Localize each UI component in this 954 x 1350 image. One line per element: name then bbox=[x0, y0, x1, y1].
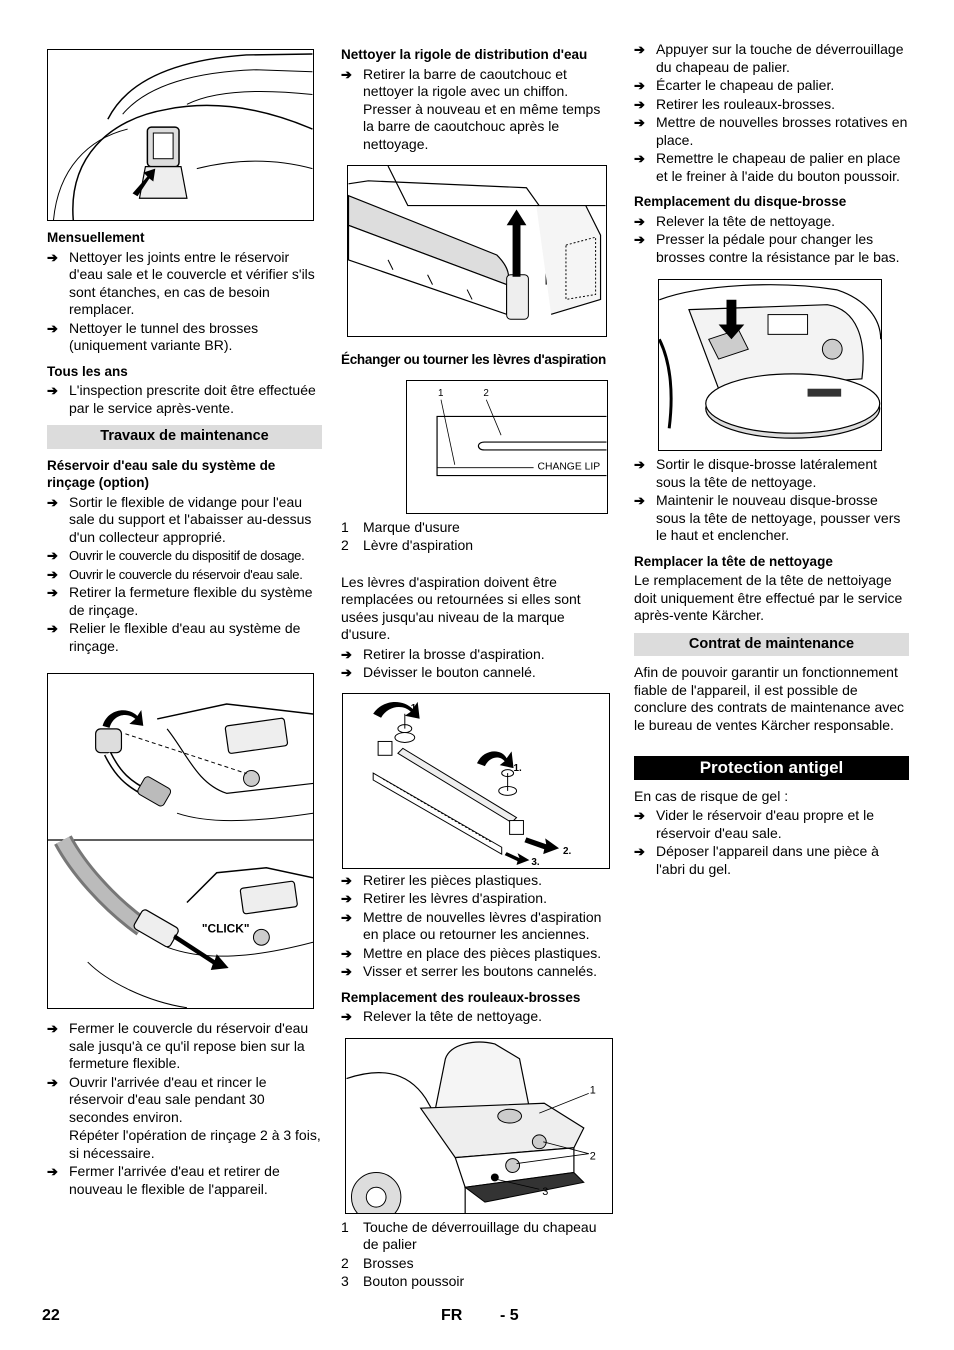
replace-head-paragraph: Le remplacement de la tête de nettoiyage doit uniquement être effectué par le service après-vente Kärcher. bbox=[634, 572, 903, 623]
step-item: ➔ Sortir le disque-brosse latéralement sous la tête de nettoyage. bbox=[634, 456, 877, 490]
arrow-right-icon: ➔ bbox=[47, 320, 58, 336]
arrow-right-icon: ➔ bbox=[634, 808, 645, 823]
figure-hose-connection bbox=[47, 673, 314, 1009]
change-lip-illustration bbox=[407, 381, 607, 513]
callout-2: 2 bbox=[483, 387, 489, 399]
arrow-right-icon: ➔ bbox=[634, 78, 645, 93]
arrow-right-icon: ➔ bbox=[47, 566, 58, 582]
step-item: ➔ Retirer les rouleaux-brosses. bbox=[634, 95, 835, 112]
step-item: ➔ Mettre de nouvelles lèvres d'aspiration en place ou retourner les anciennes. bbox=[341, 908, 602, 942]
arrow-right-icon: ➔ bbox=[47, 1074, 58, 1090]
step-item: ➔ Remettre le chapeau de palier en place et le freiner à l'aide du bouton poussoir. bbox=[634, 150, 901, 184]
step-item: ➔ L'inspection prescrite doit être effectuée par le service après-vente. bbox=[47, 382, 316, 416]
arrow-right-icon: ➔ bbox=[634, 232, 645, 247]
step-item: ➔ Relever la tête de nettoyage. bbox=[341, 1008, 543, 1024]
step-item: ➔ Ouvrir le couvercle du réservoir d'eau sale. bbox=[47, 566, 303, 582]
heading-squeegee-lips: Échanger ou tourner les lèvres d'aspiration bbox=[341, 352, 606, 367]
click-label: "CLICK" bbox=[201, 921, 250, 936]
column-1 bbox=[47, 40, 322, 1199]
step-item: ➔ Visser et serrer les boutons cannelés. bbox=[341, 963, 597, 979]
step-item: ➔ Ouvrir le couvercle du dispositif de dosage. bbox=[47, 548, 305, 563]
step-item: ➔ Nettoyer le tunnel des brosses (uniquement variante BR). bbox=[47, 319, 259, 353]
figure-lid-latch bbox=[47, 49, 314, 221]
step-item: ➔ Retirer les pièces plastiques. bbox=[341, 871, 542, 888]
arrow-right-icon: ➔ bbox=[341, 945, 352, 961]
step-label-1a: 1. bbox=[410, 702, 419, 714]
knob-removal-illustration bbox=[343, 694, 609, 868]
contract-paragraph: Afin de pouvoir garantir un fonctionnement fiable de l'appareil, il est possible de conclure des contrats de maintenance avec le bureau de ventes Kärcher responsable. bbox=[634, 664, 905, 733]
section-frost-protection: Protection antigel bbox=[634, 756, 909, 780]
step-item: ➔ Nettoyer les joints entre le réservoir d'eau sale et le couvercle et vérifier s'ils sont étanches, en cas de besoin remplacer. bbox=[47, 248, 315, 317]
legend-item: 3 Bouton poussoir bbox=[341, 1273, 465, 1289]
step-item: ➔ Écarter le chapeau de palier. bbox=[634, 77, 835, 93]
page-number: 22 bbox=[42, 1307, 60, 1324]
step-label-1b: 1. bbox=[513, 762, 522, 774]
arrow-right-icon: ➔ bbox=[47, 494, 58, 510]
water-channel-illustration bbox=[348, 166, 606, 336]
heading-roller-brushes: Remplacement des rouleaux-brosses bbox=[341, 989, 581, 1005]
arrow-right-icon: ➔ bbox=[634, 213, 645, 229]
language-code: FR bbox=[441, 1307, 463, 1324]
arrow-right-icon: ➔ bbox=[341, 646, 352, 662]
figure-change-lip bbox=[406, 380, 608, 514]
step-item: ➔ Appuyer sur la touche de déverrouillage du chapeau de palier. bbox=[634, 41, 904, 75]
arrow-right-icon: ➔ bbox=[47, 585, 58, 600]
arrow-right-icon: ➔ bbox=[634, 151, 645, 166]
section-maintenance-work: Travaux de maintenance bbox=[47, 425, 322, 449]
step-item: ➔ Mettre de nouvelles brosses rotatives en place. bbox=[634, 114, 908, 148]
roller-brushes-illustration bbox=[346, 1039, 612, 1213]
arrow-right-icon: ➔ bbox=[634, 115, 645, 130]
heading-disc-brush: Remplacement du disque-brosse bbox=[634, 194, 847, 209]
heading-dirty-water-tank: Réservoir d'eau sale du système de rinçage (option) bbox=[47, 457, 276, 490]
arrow-right-icon: ➔ bbox=[341, 909, 352, 925]
figure-disc-brush bbox=[658, 279, 882, 451]
step-item: ➔ Presser la pédale pour changer les brosses contre la résistance par le bas. bbox=[634, 231, 900, 265]
arrow-right-icon: ➔ bbox=[341, 891, 352, 906]
step-label-2: 2. bbox=[563, 845, 572, 857]
step-item: ➔ Ouvrir l'arrivée d'eau et rincer le réservoir d'eau sale pendant 30 secondes environ. bbox=[47, 1073, 267, 1125]
disc-brush-illustration bbox=[659, 280, 881, 450]
legend-item: 1 Marque d'usure bbox=[341, 518, 460, 535]
hose-connection-illustration bbox=[48, 674, 313, 1008]
arrow-right-icon: ➔ bbox=[634, 42, 645, 57]
sub-page-number: - 5 bbox=[500, 1307, 519, 1324]
step-item: ➔ Relever la tête de nettoyage. bbox=[634, 212, 836, 229]
step-item: ➔ Retirer la fermeture flexible du système de rinçage. bbox=[47, 584, 313, 618]
lid-latch-illustration bbox=[48, 50, 313, 220]
step-item: ➔ Déposer l'appareil dans une pièce à l'abri du gel. bbox=[634, 843, 879, 877]
heading-yearly: Tous les ans bbox=[47, 363, 128, 379]
column-3 bbox=[634, 40, 909, 879]
step-item: ➔ Retirer la barre de caoutchouc et nettoyer la rigole avec un chiffon. Presser à nouveau et en même temps la barre de caoutchouc après le nettoyage. bbox=[341, 65, 601, 152]
arrow-right-icon: ➔ bbox=[47, 249, 58, 265]
step-item: ➔ Retirer la brosse d'aspiration. bbox=[341, 645, 545, 662]
arrow-right-icon: ➔ bbox=[634, 844, 645, 859]
figure-roller-brushes bbox=[345, 1038, 613, 1214]
step-item: ➔ Maintenir le nouveau disque-brosse sous la tête de nettoyage, pousser vers le haut et enclencher. bbox=[634, 492, 901, 543]
arrow-right-icon: ➔ bbox=[47, 383, 58, 398]
callout-2: 2 bbox=[589, 1150, 596, 1163]
lip-paragraph: Les lèvres d'aspiration doivent être remplacées ou retournées si elles sont usées jusqu'au niveau de la marque d'usure. bbox=[341, 573, 581, 642]
change-lip-text: CHANGE LIP bbox=[537, 461, 601, 473]
step-item: ➔ Dévisser le bouton cannelé. bbox=[341, 664, 536, 680]
arrow-right-icon: ➔ bbox=[47, 548, 58, 563]
callout-3: 3 bbox=[542, 1185, 549, 1198]
step-item: ➔ Sortir le flexible de vidange pour l'eau sale du support et l'abaisser au-dessus d'un collecteur approprié. bbox=[47, 493, 312, 545]
figure-knob-removal bbox=[342, 693, 610, 869]
arrow-right-icon: ➔ bbox=[47, 1164, 58, 1179]
step-item: ➔ Vider le réservoir d'eau propre et le réservoir d'eau sale. bbox=[634, 807, 874, 841]
step-item: ➔ Fermer le couvercle du réservoir d'eau sale jusqu'à ce qu'il repose bien sur la fermeture flexible. bbox=[47, 1020, 309, 1071]
heading-replace-head: Remplacer la tête de nettoyage bbox=[634, 553, 833, 569]
arrow-right-icon: ➔ bbox=[341, 665, 352, 680]
arrow-right-icon: ➔ bbox=[634, 457, 645, 472]
legend-item: 1 Touche de déverrouillage du chapeau de palier bbox=[341, 1218, 597, 1252]
section-maintenance-contract: Contrat de maintenance bbox=[634, 633, 909, 657]
arrow-right-icon: ➔ bbox=[634, 493, 645, 508]
callout-1: 1 bbox=[589, 1083, 596, 1096]
arrow-right-icon: ➔ bbox=[634, 96, 645, 112]
step-item: ➔ Retirer les lèvres d'aspiration. bbox=[341, 890, 547, 906]
heading-water-channel: Nettoyer la rigole de distribution d'eau bbox=[341, 47, 588, 62]
step-item: ➔ Mettre en place des pièces plastiques. bbox=[341, 944, 602, 961]
frost-intro: En cas de risque de gel : bbox=[634, 787, 789, 804]
arrow-right-icon: ➔ bbox=[47, 1021, 58, 1036]
legend-item: 2 Lèvre d'aspiration bbox=[341, 537, 474, 553]
arrow-right-icon: ➔ bbox=[341, 66, 352, 82]
legend-item: 2 Brosses bbox=[341, 1254, 414, 1271]
heading-monthly: Mensuellement bbox=[47, 230, 145, 245]
callout-1: 1 bbox=[438, 387, 444, 399]
step-label-3: 3. bbox=[531, 856, 540, 868]
figure-water-channel bbox=[347, 165, 607, 337]
arrow-right-icon: ➔ bbox=[341, 964, 352, 979]
column-2 bbox=[341, 40, 613, 1292]
repeat-note: Répéter l'opération de rinçage 2 à 3 fois, si nécessaire. bbox=[69, 1127, 321, 1161]
step-item: ➔ Relier le flexible d'eau au système de rinçage. bbox=[47, 620, 301, 654]
arrow-right-icon: ➔ bbox=[341, 872, 352, 888]
step-item: ➔ Fermer l'arrivée d'eau et retirer de nouveau le flexible de l'appareil. bbox=[47, 1163, 280, 1197]
arrow-right-icon: ➔ bbox=[47, 621, 58, 636]
arrow-right-icon: ➔ bbox=[341, 1009, 352, 1024]
